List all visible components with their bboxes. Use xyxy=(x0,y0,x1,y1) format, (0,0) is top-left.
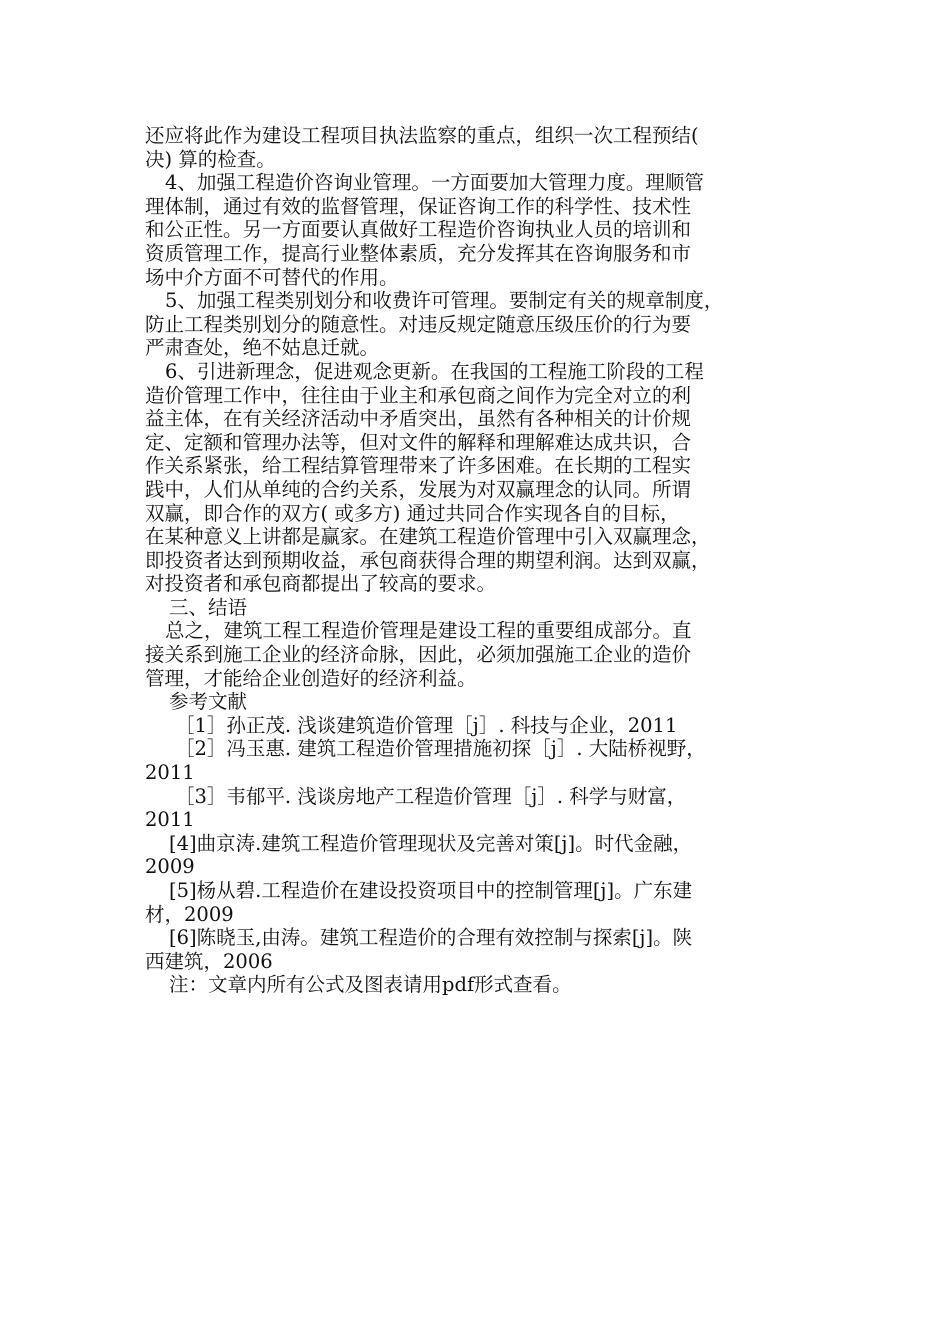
text-line: 2011 xyxy=(145,761,195,785)
document-body xyxy=(145,124,795,997)
text-line: 2009 xyxy=(145,855,195,879)
text-line: ［2］冯玉惠. 建筑工程造价管理措施初探［j］. 大陆桥视野， xyxy=(175,737,706,761)
text-line: 4、加强工程造价咨询业管理。一方面要加大管理力度。理顺管 xyxy=(165,171,704,195)
text-line: 6、引进新理念，促进观念更新。在我国的工程施工阶段的工程 xyxy=(165,359,704,383)
text-line: 总之，建筑工程工程造价管理是建设工程的重要组成部分。直 xyxy=(165,619,692,643)
text-line: 在某种意义上讲都是赢家。在建筑工程造价管理中引入双赢理念， xyxy=(145,525,711,549)
text-line: 理体制，通过有效的监督管理，保证咨询工作的科学性、技术性 xyxy=(145,194,692,218)
text-line: 5、加强工程类别划分和收费许可管理。要制定有关的规章制度， xyxy=(165,289,724,313)
text-line: 还应将此作为建设工程项目执法监察的重点，组织一次工程预结( xyxy=(145,124,699,147)
text-line: [5]杨从碧.工程造价在建设投资项目中的控制管理[j]。广东建 xyxy=(169,879,693,902)
text-line: 参考文献 xyxy=(169,690,248,714)
text-line: 防止工程类别划分的随意性。对违反规定随意压级压价的行为要 xyxy=(145,312,692,336)
text-line: 注：文章内所有公式及图表请用pdf形式查看。 xyxy=(169,973,572,997)
text-line: 西建筑，2006 xyxy=(145,949,273,973)
text-line: 对投资者和承包商都提出了较高的要求。 xyxy=(145,572,497,596)
text-line: 定、定额和管理办法等，但对文件的解释和理解难达成共识，合 xyxy=(145,430,692,454)
text-line: 践中，人们从单纯的合约关系，发展为对双赢理念的认同。所谓 xyxy=(145,477,692,501)
text-line: 作关系紧张，给工程结算管理带来了许多困难。在长期的工程实 xyxy=(145,454,692,478)
text-line: 材，2009 xyxy=(145,902,234,926)
text-line: 接关系到施工企业的经济命脉，因此，必须加强施工企业的造价 xyxy=(145,643,692,667)
text-line: [6]陈晓玉,由涛。建筑工程造价的合理有效控制与探索[j]。陕 xyxy=(169,926,693,950)
text-line: 场中介方面不可替代的作用。 xyxy=(145,265,399,289)
text-line: 决) 算的检查。 xyxy=(145,147,276,171)
text-line: ［1］孙正茂. 浅谈建筑造价管理［j］. 科技与企业，2011 xyxy=(175,713,678,737)
text-line: 双赢，即合作的双方( 或多方) 通过共同合作实现各自的目标， xyxy=(145,501,680,525)
text-line: 和公正性。另一方面要认真做好工程造价咨询执业人员的培训和 xyxy=(145,218,692,242)
text-line: 即投资者达到预期收益，承包商获得合理的期望利润。达到双赢， xyxy=(145,548,711,572)
text-line: 三、结语 xyxy=(169,595,248,619)
text-line: 益主体，在有关经济活动中矛盾突出，虽然有各种相关的计价规 xyxy=(145,407,692,431)
text-line: 管理，才能给企业创造好的经济利益。 xyxy=(145,666,477,690)
text-line: 2011 xyxy=(145,808,195,832)
text-line: [4]曲京涛.建筑工程造价管理现状及完善对策[j]。时代金融， xyxy=(169,831,693,855)
text-line: 资质管理工作，提高行业整体素质，充分发挥其在咨询服务和市 xyxy=(145,241,692,265)
text-line: 严肃查处，绝不姑息迁就。 xyxy=(145,336,380,360)
text-line: 造价管理工作中，往往由于业主和承包商之间作为完全对立的利 xyxy=(145,383,692,407)
text-line: ［3］韦郁平. 浅谈房地产工程造价管理［j］. 科学与财富， xyxy=(175,784,687,808)
